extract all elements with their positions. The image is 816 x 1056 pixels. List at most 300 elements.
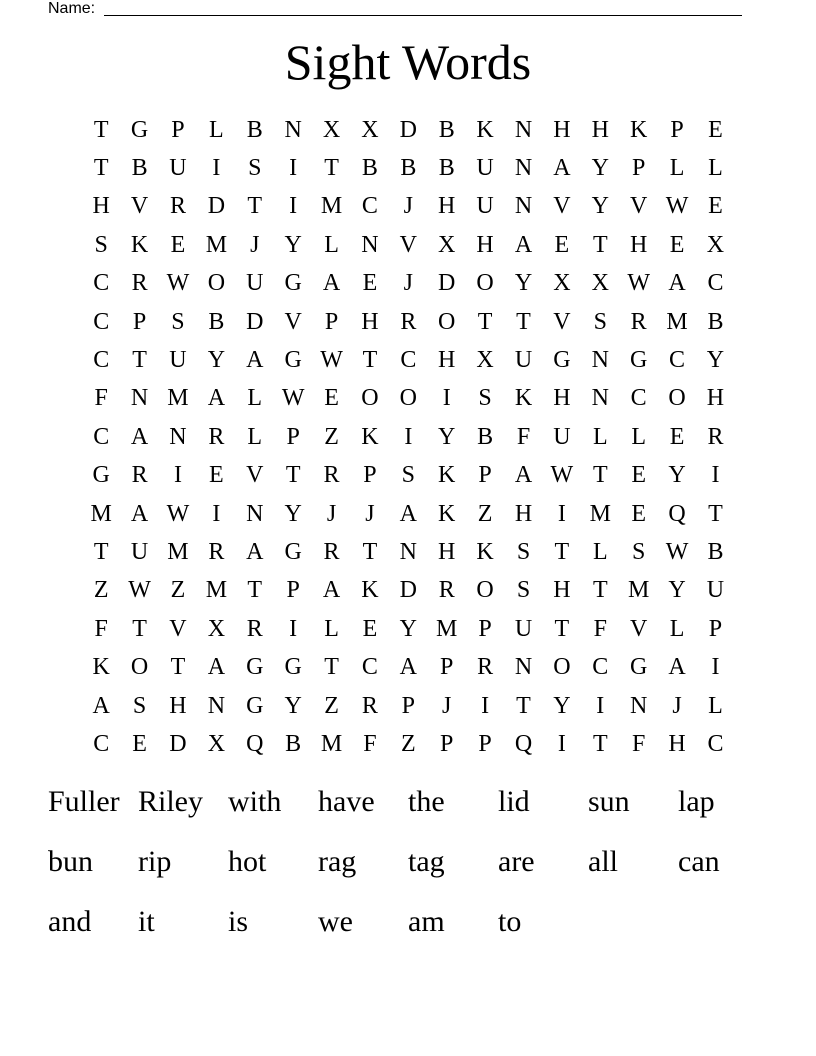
word-list-item: am [408, 905, 445, 938]
grid-cell: Y [706, 347, 725, 374]
grid-cell: N [130, 385, 149, 412]
grid-cell: A [246, 347, 264, 374]
grid-cell: B [707, 538, 724, 565]
grid-cell: K [476, 538, 494, 565]
grid-cell: U [706, 577, 725, 604]
grid-cell: P [440, 730, 454, 757]
grid-cell: L [631, 423, 646, 450]
grid-cell: D [438, 270, 456, 297]
grid-cell: X [553, 270, 571, 297]
grid-cell: D [399, 577, 417, 604]
grid-cell: T [477, 308, 493, 335]
grid-cell: G [284, 347, 302, 374]
word-list-item: hot [228, 845, 267, 878]
grid-cell: T [708, 500, 723, 527]
grid-cell: X [322, 116, 341, 143]
grid-cell: V [130, 193, 149, 220]
grid-cell: U [476, 193, 494, 220]
grid-cell: O [476, 270, 494, 297]
grid-cell: O [207, 270, 226, 297]
word-list-item: and [48, 905, 92, 938]
grid-cell: P [132, 308, 147, 335]
grid-cell: R [438, 577, 455, 604]
grid-cell: Y [514, 270, 533, 297]
grid-cell: O [438, 308, 456, 335]
grid-cell: C [669, 347, 686, 374]
grid-cell: J [326, 500, 337, 527]
grid-cell: J [403, 270, 413, 297]
grid-cell: Y [207, 347, 226, 374]
grid-cell: R [630, 308, 647, 335]
grid-cell: K [361, 577, 379, 604]
grid-cell: I [711, 654, 720, 681]
grid-cell: K [92, 654, 110, 681]
grid-cell: H [438, 347, 456, 374]
grid-cell: T [516, 692, 531, 719]
grid-cell: W [550, 462, 574, 489]
grid-cell: O [476, 577, 494, 604]
grid-cell: N [514, 116, 533, 143]
grid-cell: N [207, 692, 226, 719]
grid-cell: C [707, 270, 724, 297]
grid-cell: J [250, 231, 260, 258]
grid-cell: T [592, 577, 608, 604]
grid-cell: K [361, 423, 379, 450]
grid-cell: S [631, 538, 646, 565]
grid-cell: A [399, 500, 417, 527]
grid-cell: P [440, 654, 454, 681]
grid-cell: C [93, 730, 110, 757]
grid-cell: E [132, 730, 147, 757]
grid-cell: Y [399, 615, 417, 642]
grid-cell: A [514, 462, 533, 489]
grid-cell: H [438, 193, 456, 220]
grid-cell: A [246, 538, 264, 565]
grid-cell: I [596, 692, 605, 719]
grid-cell: L [669, 615, 685, 642]
grid-cell: Y [591, 193, 609, 220]
grid-cell: T [93, 116, 109, 143]
grid-cell: V [246, 462, 264, 489]
grid-cell: K [514, 385, 533, 412]
grid-cell: I [404, 423, 413, 450]
grid-cell: E [324, 385, 339, 412]
grid-cell: H [553, 116, 571, 143]
grid-cell: L [247, 385, 263, 412]
word-list-item: to [498, 905, 522, 938]
grid-cell: K [476, 116, 494, 143]
word-list-item: rag [318, 845, 357, 878]
grid-cell: R [131, 462, 148, 489]
grid-cell: Y [284, 231, 302, 258]
grid-cell: O [399, 385, 417, 412]
grid-cell: H [514, 500, 533, 527]
grid-cell: K [438, 462, 456, 489]
grid-cell: E [669, 231, 685, 258]
name-underline [104, 15, 742, 16]
grid-cell: A [92, 692, 110, 719]
grid-cell: L [708, 155, 723, 182]
grid-cell: L [592, 538, 608, 565]
page-title: Sight Words [284, 34, 532, 90]
grid-cell: C [361, 193, 378, 220]
grid-cell: M [589, 500, 611, 527]
grid-cell: G [284, 270, 302, 297]
grid-cell: R [323, 462, 340, 489]
grid-cell: E [631, 500, 646, 527]
grid-cell: P [324, 308, 339, 335]
grid-cell: C [93, 347, 110, 374]
grid-cell: T [554, 615, 570, 642]
grid-cell: J [672, 692, 682, 719]
name-field [48, 0, 742, 18]
grid-cell: T [362, 347, 378, 374]
grid-cell: T [285, 462, 301, 489]
grid-cell: E [362, 270, 378, 297]
grid-cell: K [438, 500, 456, 527]
grid-cell: B [477, 423, 494, 450]
grid-cell: P [670, 116, 684, 143]
grid-cell: A [322, 577, 341, 604]
grid-cell: A [668, 654, 686, 681]
grid-cell: S [132, 692, 147, 719]
grid-cell: I [212, 155, 221, 182]
grid-cell: B [438, 116, 455, 143]
grid-cell: S [401, 462, 415, 489]
grid-cell: G [629, 654, 648, 681]
grid-cell: W [128, 577, 151, 604]
grid-cell: T [324, 155, 339, 182]
grid-cell: I [442, 385, 451, 412]
grid-cell: W [281, 385, 305, 412]
grid-cell: M [627, 577, 650, 604]
grid-cell: Y [553, 692, 571, 719]
grid-cell: M [436, 615, 458, 642]
grid-cell: H [169, 692, 187, 719]
grid-cell: B [285, 730, 302, 757]
grid-cell: M [666, 308, 688, 335]
grid-cell: A [207, 385, 226, 412]
grid-cell: G [246, 654, 264, 681]
grid-cell: A [322, 270, 341, 297]
grid-cell: I [481, 692, 490, 719]
grid-cell: P [708, 615, 723, 642]
grid-cell: V [629, 193, 648, 220]
grid-cell: V [553, 308, 571, 335]
grid-cell: P [478, 462, 492, 489]
grid-cell: Y [284, 692, 302, 719]
grid-cell: O [553, 654, 571, 681]
grid-cell: G [130, 116, 149, 143]
grid-cell: P [171, 116, 185, 143]
grid-cell: W [627, 270, 650, 297]
grid-cell: R [707, 423, 724, 450]
grid-cell: U [514, 347, 533, 374]
word-list-item: the [408, 785, 445, 818]
grid-cell: X [207, 730, 226, 757]
grid-cell: I [212, 500, 221, 527]
grid-cell: B [208, 308, 225, 335]
grid-cell: Z [324, 423, 339, 450]
word-list-item: bun [48, 845, 93, 878]
grid-cell: W [166, 270, 190, 297]
grid-cell: A [668, 270, 686, 297]
grid-cell: T [554, 538, 570, 565]
grid-cell: E [631, 462, 646, 489]
grid-cell: L [209, 116, 224, 143]
grid-cell: C [93, 270, 110, 297]
grid-cell: S [516, 577, 531, 604]
grid-cell: J [403, 193, 413, 220]
grid-cell: J [442, 692, 452, 719]
name-label: Name: [48, 0, 96, 17]
grid-cell: S [171, 308, 185, 335]
grid-cell: T [247, 577, 263, 604]
grid-cell: G [553, 347, 571, 374]
word-list-item: with [228, 785, 282, 818]
grid-cell: E [170, 231, 186, 258]
grid-cell: E [209, 462, 224, 489]
grid-cell: M [205, 231, 228, 258]
grid-cell: C [93, 308, 110, 335]
word-list-item: Riley [138, 785, 203, 818]
grid-cell: N [514, 193, 533, 220]
grid-cell: H [438, 538, 456, 565]
grid-cell: G [629, 347, 648, 374]
grid-cell: N [399, 538, 417, 565]
grid-cell: I [711, 462, 720, 489]
grid-cell: I [289, 193, 298, 220]
grid-cell: S [593, 308, 607, 335]
grid-cell: Z [477, 500, 493, 527]
grid-cell: O [361, 385, 379, 412]
grid-cell: C [707, 730, 724, 757]
grid-cell: O [668, 385, 686, 412]
grid-cell: A [130, 500, 149, 527]
grid-cell: B [400, 155, 417, 182]
grid-cell: X [207, 615, 226, 642]
grid-cell: U [514, 615, 533, 642]
grid-cell: W [166, 500, 190, 527]
grid-cell: B [707, 308, 724, 335]
grid-cell: T [132, 347, 147, 374]
word-list-item: can [678, 845, 720, 878]
grid-cell: D [169, 730, 187, 757]
grid-cell: N [284, 116, 302, 143]
grid-cell: L [592, 423, 608, 450]
grid-cell: H [361, 308, 379, 335]
grid-cell: F [363, 730, 377, 757]
letter-grid [82, 111, 735, 764]
grid-cell: T [93, 538, 109, 565]
grid-cell: T [132, 615, 147, 642]
grid-cell: N [514, 155, 533, 182]
grid-cell: R [400, 308, 417, 335]
grid-cell: F [94, 615, 108, 642]
grid-cell: R [477, 654, 494, 681]
grid-cell: P [363, 462, 377, 489]
grid-cell: P [286, 577, 300, 604]
grid-cell: R [361, 692, 378, 719]
grid-cell: W [665, 538, 689, 565]
word-list-item: are [498, 845, 535, 878]
grid-cell: T [362, 538, 378, 565]
grid-cell: Z [400, 730, 416, 757]
grid-cell: H [591, 116, 609, 143]
grid-cell: A [130, 423, 149, 450]
grid-cell: E [669, 423, 685, 450]
grid-cell: V [284, 308, 302, 335]
grid-cell: Q [514, 730, 533, 757]
grid-cell: T [592, 730, 608, 757]
grid-cell: B [246, 116, 263, 143]
grid-cell: F [631, 730, 646, 757]
grid-cell: T [516, 308, 531, 335]
grid-cell: S [94, 231, 108, 258]
grid-cell: B [131, 155, 148, 182]
grid-cell: H [553, 577, 571, 604]
grid-cell: V [169, 615, 187, 642]
grid-cell: Y [438, 423, 456, 450]
grid-cell: M [320, 730, 343, 757]
grid-cell: Z [324, 692, 339, 719]
grid-cell: R [131, 270, 148, 297]
grid-cell: B [361, 155, 378, 182]
grid-cell: Z [93, 577, 109, 604]
grid-cell: V [399, 231, 417, 258]
grid-cell: N [629, 692, 648, 719]
grid-cell: A [399, 654, 417, 681]
grid-cell: N [246, 500, 264, 527]
grid-cell: J [365, 500, 375, 527]
grid-cell: V [553, 193, 571, 220]
grid-cell: W [320, 347, 343, 374]
grid-cell: E [708, 193, 723, 220]
grid-cell: X [361, 116, 379, 143]
grid-cell: Q [668, 500, 686, 527]
grid-cell: T [170, 654, 186, 681]
word-list [48, 772, 768, 952]
grid-cell: A [553, 155, 571, 182]
grid-cell: A [514, 231, 533, 258]
grid-cell: L [247, 423, 263, 450]
grid-cell: S [516, 538, 531, 565]
grid-cell: U [169, 347, 187, 374]
grid-cell: G [92, 462, 110, 489]
grid-cell: P [631, 155, 646, 182]
grid-cell: V [629, 615, 648, 642]
grid-cell: T [592, 462, 608, 489]
word-list-item: lap [678, 785, 715, 818]
grid-cell: G [246, 692, 264, 719]
grid-cell: U [130, 538, 149, 565]
grid-cell: H [668, 730, 686, 757]
word-list-item: lid [498, 785, 530, 818]
grid-cell: P [478, 615, 492, 642]
grid-cell: T [93, 155, 109, 182]
grid-cell: H [476, 231, 494, 258]
grid-cell: G [284, 654, 302, 681]
grid-cell: E [708, 116, 723, 143]
grid-cell: U [553, 423, 571, 450]
grid-cell: X [591, 270, 609, 297]
grid-cell: N [514, 654, 533, 681]
grid-cell: N [169, 423, 187, 450]
word-list-item: rip [138, 845, 172, 878]
grid-cell: M [90, 500, 112, 527]
grid-cell: P [286, 423, 300, 450]
grid-cell: G [284, 538, 302, 565]
grid-cell: H [92, 193, 110, 220]
grid-cell: N [591, 385, 609, 412]
word-list-item: all [588, 845, 618, 878]
grid-cell: W [665, 193, 689, 220]
grid-cell: R [208, 538, 225, 565]
grid-cell: I [557, 730, 566, 757]
grid-cell: R [246, 615, 263, 642]
grid-cell: R [323, 538, 340, 565]
grid-cell: B [438, 155, 455, 182]
grid-cell: I [557, 500, 566, 527]
grid-cell: T [592, 231, 608, 258]
grid-cell: R [208, 423, 225, 450]
word-list-item: sun [588, 785, 630, 818]
grid-cell: I [173, 462, 182, 489]
grid-cell: C [592, 654, 609, 681]
grid-cell: P [478, 730, 492, 757]
grid-cell: M [205, 577, 228, 604]
grid-cell: U [476, 155, 494, 182]
grid-cell: K [629, 116, 648, 143]
grid-cell: D [207, 193, 226, 220]
grid-cell: F [593, 615, 607, 642]
grid-cell: Y [591, 155, 609, 182]
grid-cell: H [553, 385, 571, 412]
grid-cell: M [167, 538, 189, 565]
grid-cell: D [399, 116, 417, 143]
grid-cell: T [324, 654, 339, 681]
grid-cell: M [167, 385, 189, 412]
grid-cell: D [246, 308, 264, 335]
word-list-item: is [228, 905, 249, 938]
grid-cell: U [169, 155, 187, 182]
grid-cell: C [93, 423, 110, 450]
grid-cell: T [247, 193, 263, 220]
grid-cell: E [554, 231, 570, 258]
word-list-item: it [138, 905, 155, 938]
grid-cell: A [207, 654, 226, 681]
grid-cell: X [476, 347, 494, 374]
grid-cell: N [591, 347, 609, 374]
grid-cell: C [400, 347, 417, 374]
grid-cell: L [324, 615, 339, 642]
grid-cell: L [708, 692, 723, 719]
word-list-item: Fuller [48, 785, 120, 818]
grid-cell: F [516, 423, 531, 450]
grid-cell: H [629, 231, 648, 258]
grid-cell: E [362, 615, 378, 642]
grid-cell: P [401, 692, 415, 719]
grid-cell: Z [170, 577, 186, 604]
grid-cell: C [630, 385, 647, 412]
grid-cell: S [248, 155, 262, 182]
grid-cell: X [438, 231, 456, 258]
grid-cell: I [289, 155, 298, 182]
word-list-item: have [318, 785, 375, 818]
grid-cell: N [361, 231, 379, 258]
grid-cell: X [706, 231, 725, 258]
grid-cell: F [94, 385, 108, 412]
